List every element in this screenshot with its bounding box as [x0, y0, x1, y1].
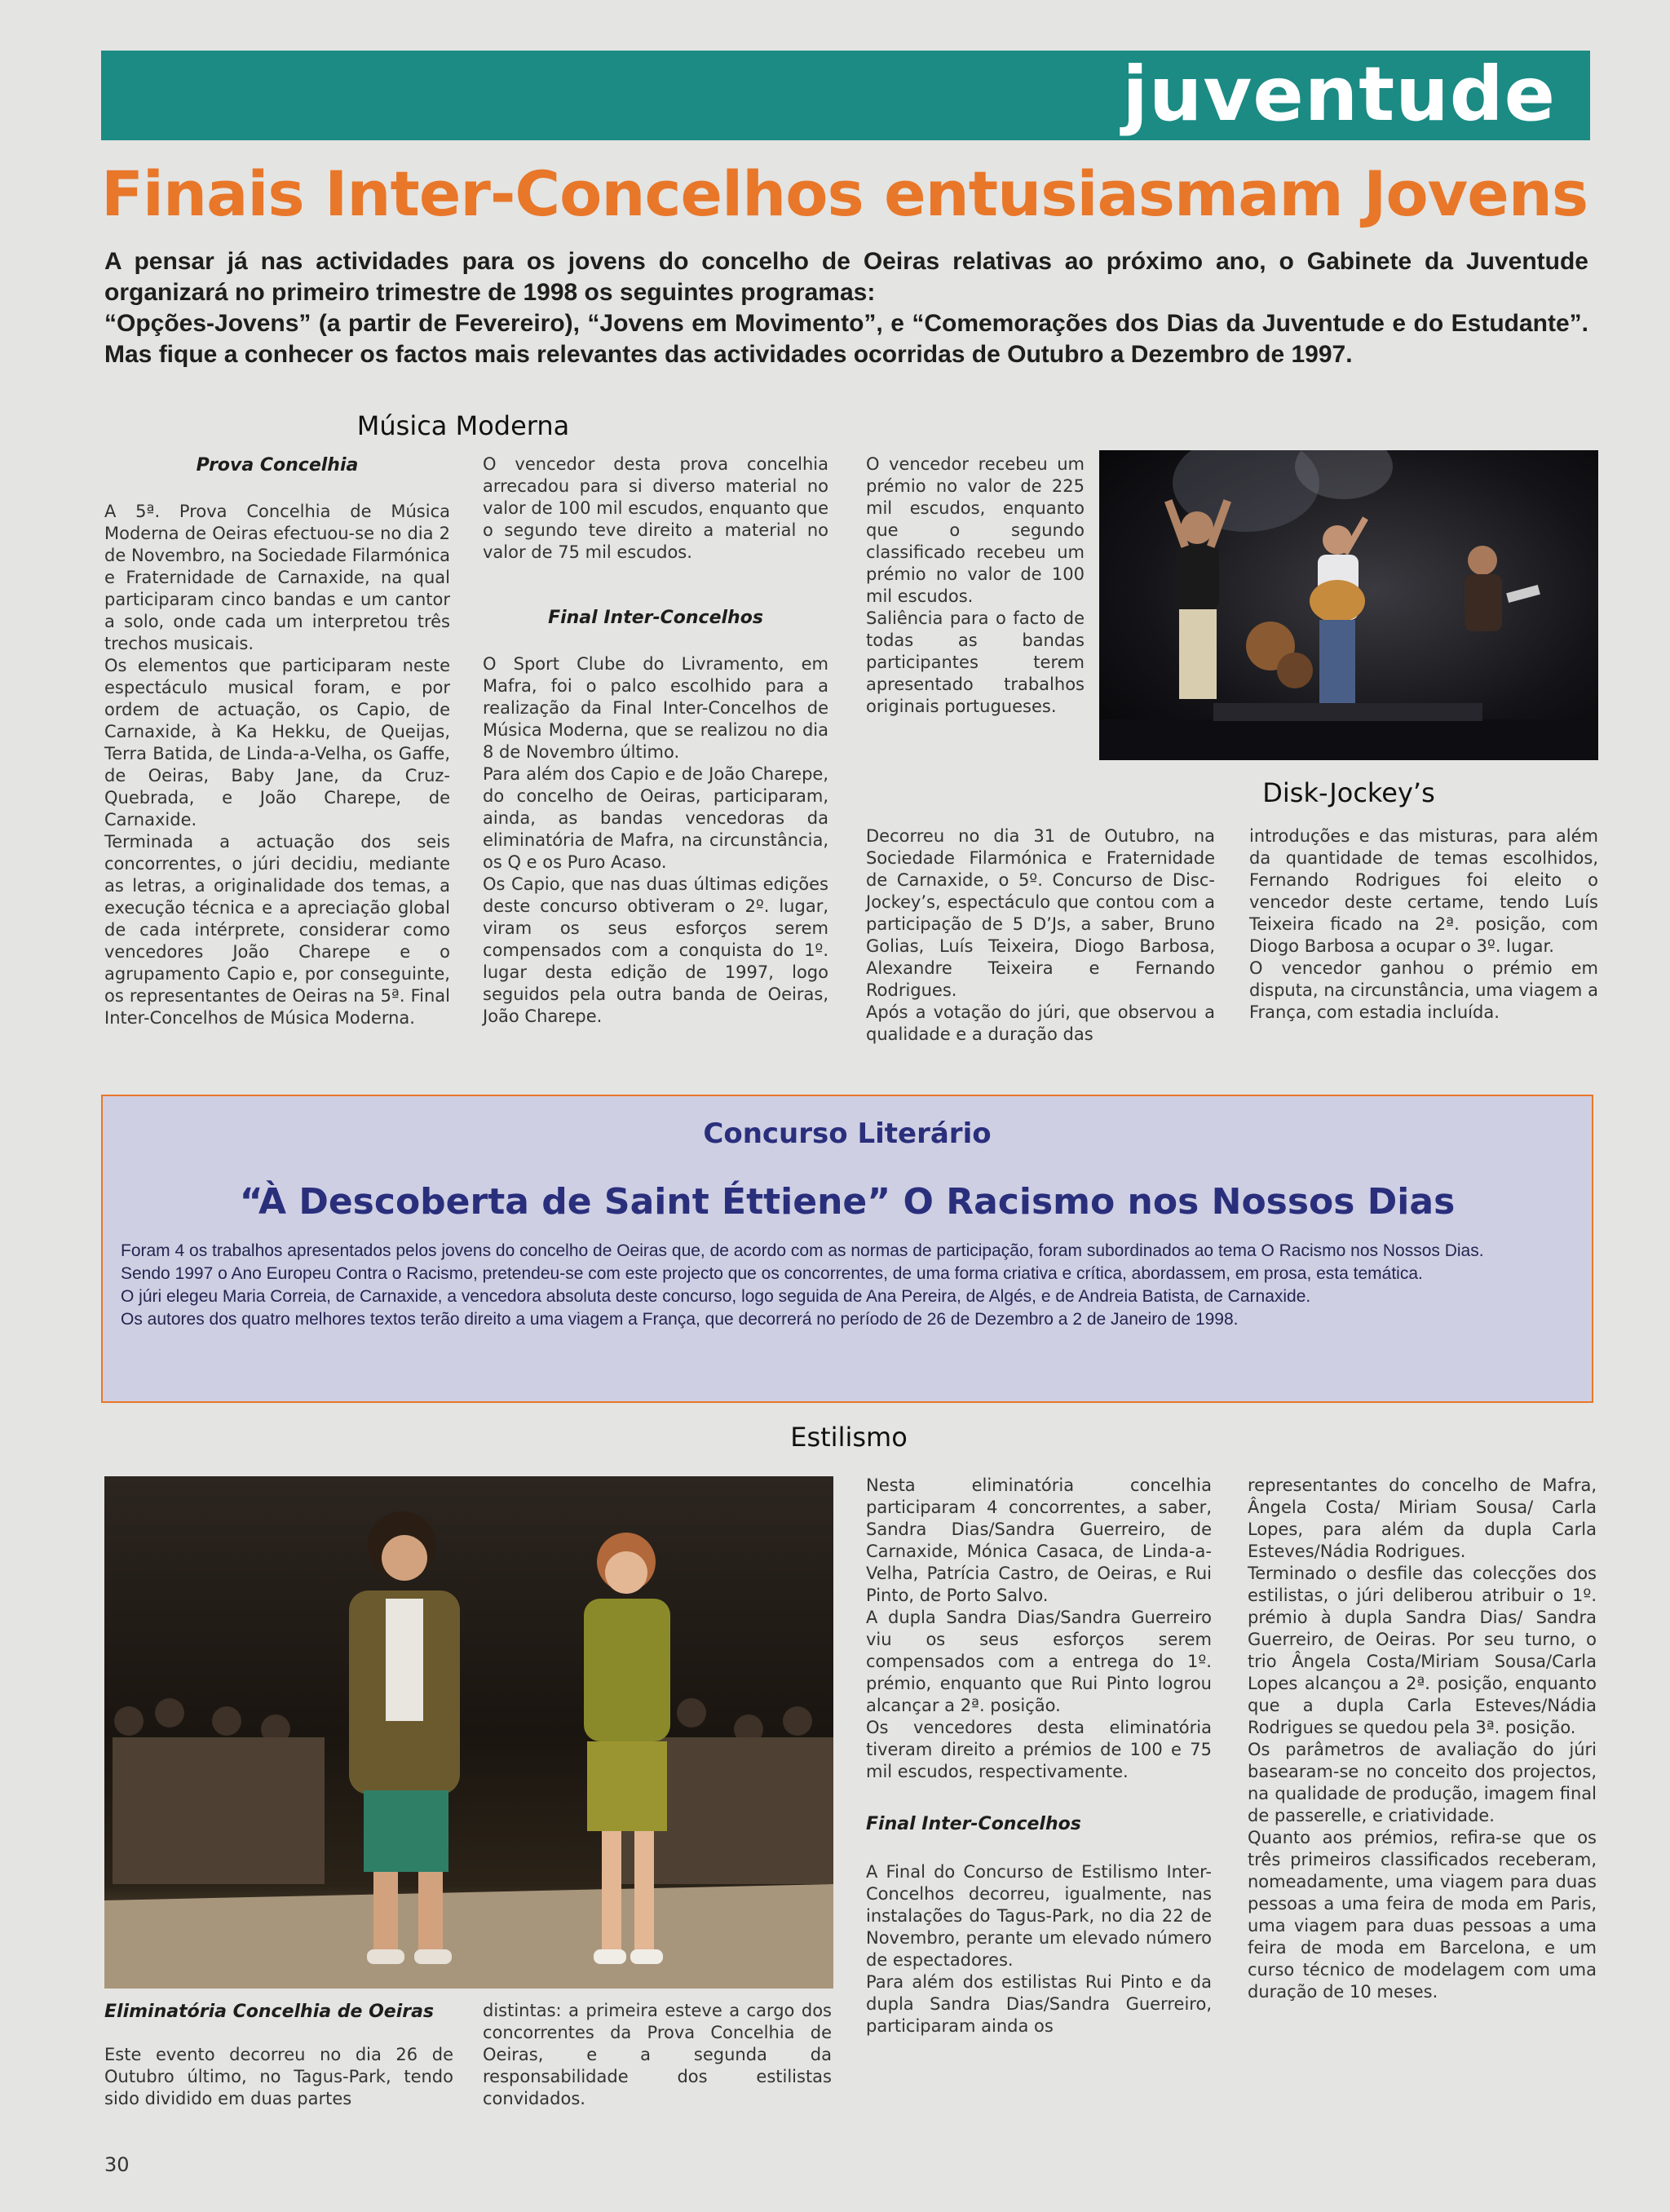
paragraph: Terminada a actuação dos seis concorrentes, o júri decidiu, mediante as letras, a originalidade dos temas, a execução técnica e a apreciação global de cada intérprete, considerar como vencedores João Charepe e o agrupamento Capio e, por conseguinte, os representantes de Oeiras na 5ª. Final Inter-Concelhos de Música Moderna.	[104, 832, 450, 1028]
section-banner	[101, 51, 1590, 140]
subhead-prova-concelhia: Prova Concelhia	[196, 455, 359, 476]
paragraph: introduções e das misturas, para além da quantidade de temas escolhidos, Fernando Rodrigues foi eleito o vencedor deste certame, tendo Luís Teixeira ficado na 2ª. posição, com Diogo Barbosa a ocupar o 3º. lugar.	[1249, 826, 1598, 956]
paragraph: representantes do concelho de Mafra, Ângela Costa/ Miriam Sousa/ Carla Lopes, para além da dupla Carla Esteves/Nádia Rodrigues.	[1248, 1475, 1597, 1561]
fashion-show-photo-art	[104, 1476, 833, 1989]
paragraph: A dupla Sandra Dias/Sandra Guerreiro viu os seus esforços serem compensados com a entrega do 1º. prémio, enquanto que Rui Pinto logrou alcançar a 2ª. posição.	[866, 1608, 1212, 1715]
dj-column-1	[866, 825, 1215, 1046]
literary-kicker: Concurso Literário	[703, 1117, 992, 1150]
paragraph: Os parâmetros de avaliação do júri basearam-se no conceito dos projectos, na qualidade de produção, imagem final de passerelle, e criatividade.	[1248, 1740, 1597, 1825]
paragraph: distintas: a primeira esteve a cargo dos concorrentes da Prova Concelhia de Oeiras, e a segunda da responsabilidade dos estilistas convidados.	[483, 2001, 832, 2108]
estilismo-column-3	[866, 1475, 1212, 2037]
paragraph: Decorreu no dia 31 de Outubro, na Sociedade Filarmónica e Fraternidade de Carnaxide, o 5º. Concurso de Disc-Jockey’s, espectáculo que contou com a participação de 5 D’Js, a saber, Bruno Golias, Luís Teixeira, Diogo Barbosa, Alexandre Teixeira e Fernando Rodrigues.	[866, 826, 1215, 1000]
literary-body	[121, 1240, 1572, 1331]
paragraph: Foram 4 os trabalhos apresentados pelos jovens do concelho de Oeiras que, de acordo com as normas de participação, foram subordinados ao tema O Racismo nos Nossos Dias.	[121, 1241, 1484, 1260]
literary-contest-box	[101, 1095, 1593, 1403]
intro-paragraph	[104, 246, 1588, 370]
page-number: 30	[104, 2153, 130, 2176]
intro-text-1: A pensar já nas actividades para os jovens do concelho de Oeiras relativas ao próximo ano, o Gabinete da Juventude organizará no primeiro trimestre de 1998 os seguintes programas:	[104, 248, 1588, 306]
paragraph: Os Capio, que nas duas últimas edições deste concurso obtiveram o 2º. lugar, viram os seus esforços serem compensados com a conquista do 1º. lugar desta edição de 1997, logo seguidos pela outra banda de Oeiras, João Charepe.	[483, 874, 828, 1026]
paragraph: Após a votação do júri, que observou a qualidade e a duração das	[866, 1002, 1215, 1044]
page-headline: Finais Inter-Concelhos entusiasmam Jovens	[101, 157, 1588, 230]
estilismo-column-1	[104, 2000, 453, 2110]
paragraph: Este evento decorreu no dia 26 de Outubro último, no Tagus-Park, tendo sido dividido em duas partes	[104, 2045, 453, 2108]
paragraph: O júri elegeu Maria Correia, de Carnaxide, a vencedora absoluta deste concurso, logo seguida de Ana Pereira, de Algés, e de Andreia Batista, de Carnaxide.	[121, 1287, 1311, 1306]
concert-photo	[1099, 450, 1598, 760]
concert-photo-art	[1099, 450, 1598, 760]
section-title-estilismo: Estilismo	[790, 1422, 908, 1453]
paragraph: Para além dos estilistas Rui Pinto e da dupla Sandra Dias/Sandra Guerreiro, participaram ainda os	[866, 1972, 1212, 2036]
paragraph: Terminado o desfile das colecções dos estilistas, o júri deliberou atribuir o 1º. prémio à dupla Sandra Dias/ Sandra Guerreiro, de Oeiras. Por seu turno, o trio Ângela Costa/Miriam Sousa/Carla Lopes alcançou a 2ª. posição, enquanto que a dupla Carla Esteves/Nádia Rodrigues se quedou pela 3ª. posição.	[1248, 1564, 1597, 1737]
paragraph: Os vencedores desta eliminatória tiveram direito a prémios de 100 e 75 mil escudos, respectivamente.	[866, 1718, 1212, 1781]
dj-column-2	[1249, 825, 1598, 1024]
musica-column-1	[104, 453, 450, 1029]
musica-column-3	[866, 453, 1085, 718]
paragraph: Sendo 1997 o Ano Europeu Contra o Racismo, pretendeu-se com este projecto que os concorrentes, de uma forma criativa e crítica, abordassem, em prosa, esta temática.	[121, 1264, 1423, 1283]
literary-title: “À Descoberta de Saint Éttiene” O Racismo nos Nossos Dias	[239, 1181, 1456, 1223]
paragraph: O vencedor recebeu um prémio no valor de 225 mil escudos, enquanto que o segundo classificado recebeu um prémio no valor de 100 mil escudos.	[866, 454, 1085, 606]
paragraph: Quanto aos prémios, refira-se que os três primeiros classificados receberam, nomeadamente, uma viagem para duas pessoas a uma feira de moda em Paris, uma viagem para duas pessoas a uma feira de moda em Barcelona, e um curso técnico de modelagem com uma duração de 10 meses.	[1248, 1828, 1597, 2002]
paragraph: A Final do Concurso de Estilismo Inter-Concelhos decorreu, igualmente, nas instalações do Tagus-Park, no dia 22 de Novembro, perante um elevado número de espectadores.	[866, 1862, 1212, 1970]
paragraph: Os elementos que participaram neste espectáculo musical foram, e por ordem de actuação, os Capio, de Carnaxide, à Ka Hekku, de Queijas, Terra Batida, de Linda-a-Velha, os Gaffe, de Oeiras, Baby Jane, da Cruz-Quebrada, e João Charepe, de Carnaxide.	[104, 656, 450, 830]
paragraph: O Sport Clube do Livramento, em Mafra, foi o palco escolhido para a realização da Final Inter-Concelhos de Música Moderna, que se realizou no dia 8 de Novembro último.	[483, 654, 828, 762]
paragraph: Nesta eliminatória concelhia participaram 4 concorrentes, a saber, Sandra Dias/Sandra Guerreiro, de Carnaxide, Mónica Casaca, de Linda-a-Velha, Patrícia Castro, de Oeiras, e Rui Pinto, de Porto Salvo.	[866, 1475, 1212, 1605]
subhead-eliminatoria: Eliminatória Concelhia de Oeiras	[104, 2002, 435, 2022]
fashion-show-photo	[104, 1476, 833, 1989]
paragraph: Saliência para o facto de todas as bandas participantes terem apresentado trabalhos originais portugueses.	[866, 608, 1085, 716]
section-title-dj: Disk-Jockey’s	[1262, 777, 1435, 808]
subhead-final-inter-concelhos: Final Inter-Concelhos	[548, 608, 763, 628]
paragraph: Para além dos Capio e de João Charepe, do concelho de Oeiras, participaram, ainda, as bandas vencedoras da eliminatória de Mafra, na circunstância, os Q e os Puro Acaso.	[483, 764, 828, 872]
paragraph: O vencedor ganhou o prémio em disputa, na circunstância, uma viagem a França, com estadia incluída.	[1249, 958, 1598, 1022]
paragraph: A 5ª. Prova Concelhia de Música Moderna de Oeiras efectuou-se no dia 2 de Novembro, na Sociedade Filarmónica e Fraternidade de Carnaxide, na qual participaram cinco bandas e um cantor a solo, onde cada um interpretou três trechos musicais.	[104, 502, 450, 653]
paragraph: O vencedor desta prova concelhia arrecadou para si diverso material no valor de 100 mil escudos, enquanto que o segundo teve direito a material no valor de 75 mil escudos.	[483, 454, 828, 562]
estilismo-column-4	[1248, 1475, 1597, 2003]
musica-column-2	[483, 453, 828, 1028]
estilismo-column-2	[483, 2000, 832, 2110]
intro-text-2: “Opções-Jovens” (a partir de Fevereiro), “Jovens em Movimento”, e “Comemorações dos Dias da Juventude e do Estudante”. Mas fique a conhecer os factos mais relevantes das actividades ocorridas de Outubro a Dezembro de 1997.	[104, 310, 1588, 368]
section-title-musica: Música Moderna	[356, 410, 570, 441]
subhead-final-estilismo: Final Inter-Concelhos	[866, 1814, 1081, 1834]
section-tag: juventude	[1122, 51, 1556, 138]
paragraph: Os autores dos quatro melhores textos terão direito a uma viagem a França, que decorrerá no período de 26 de Dezembro a 2 de Janeiro de 1998.	[121, 1310, 1239, 1329]
